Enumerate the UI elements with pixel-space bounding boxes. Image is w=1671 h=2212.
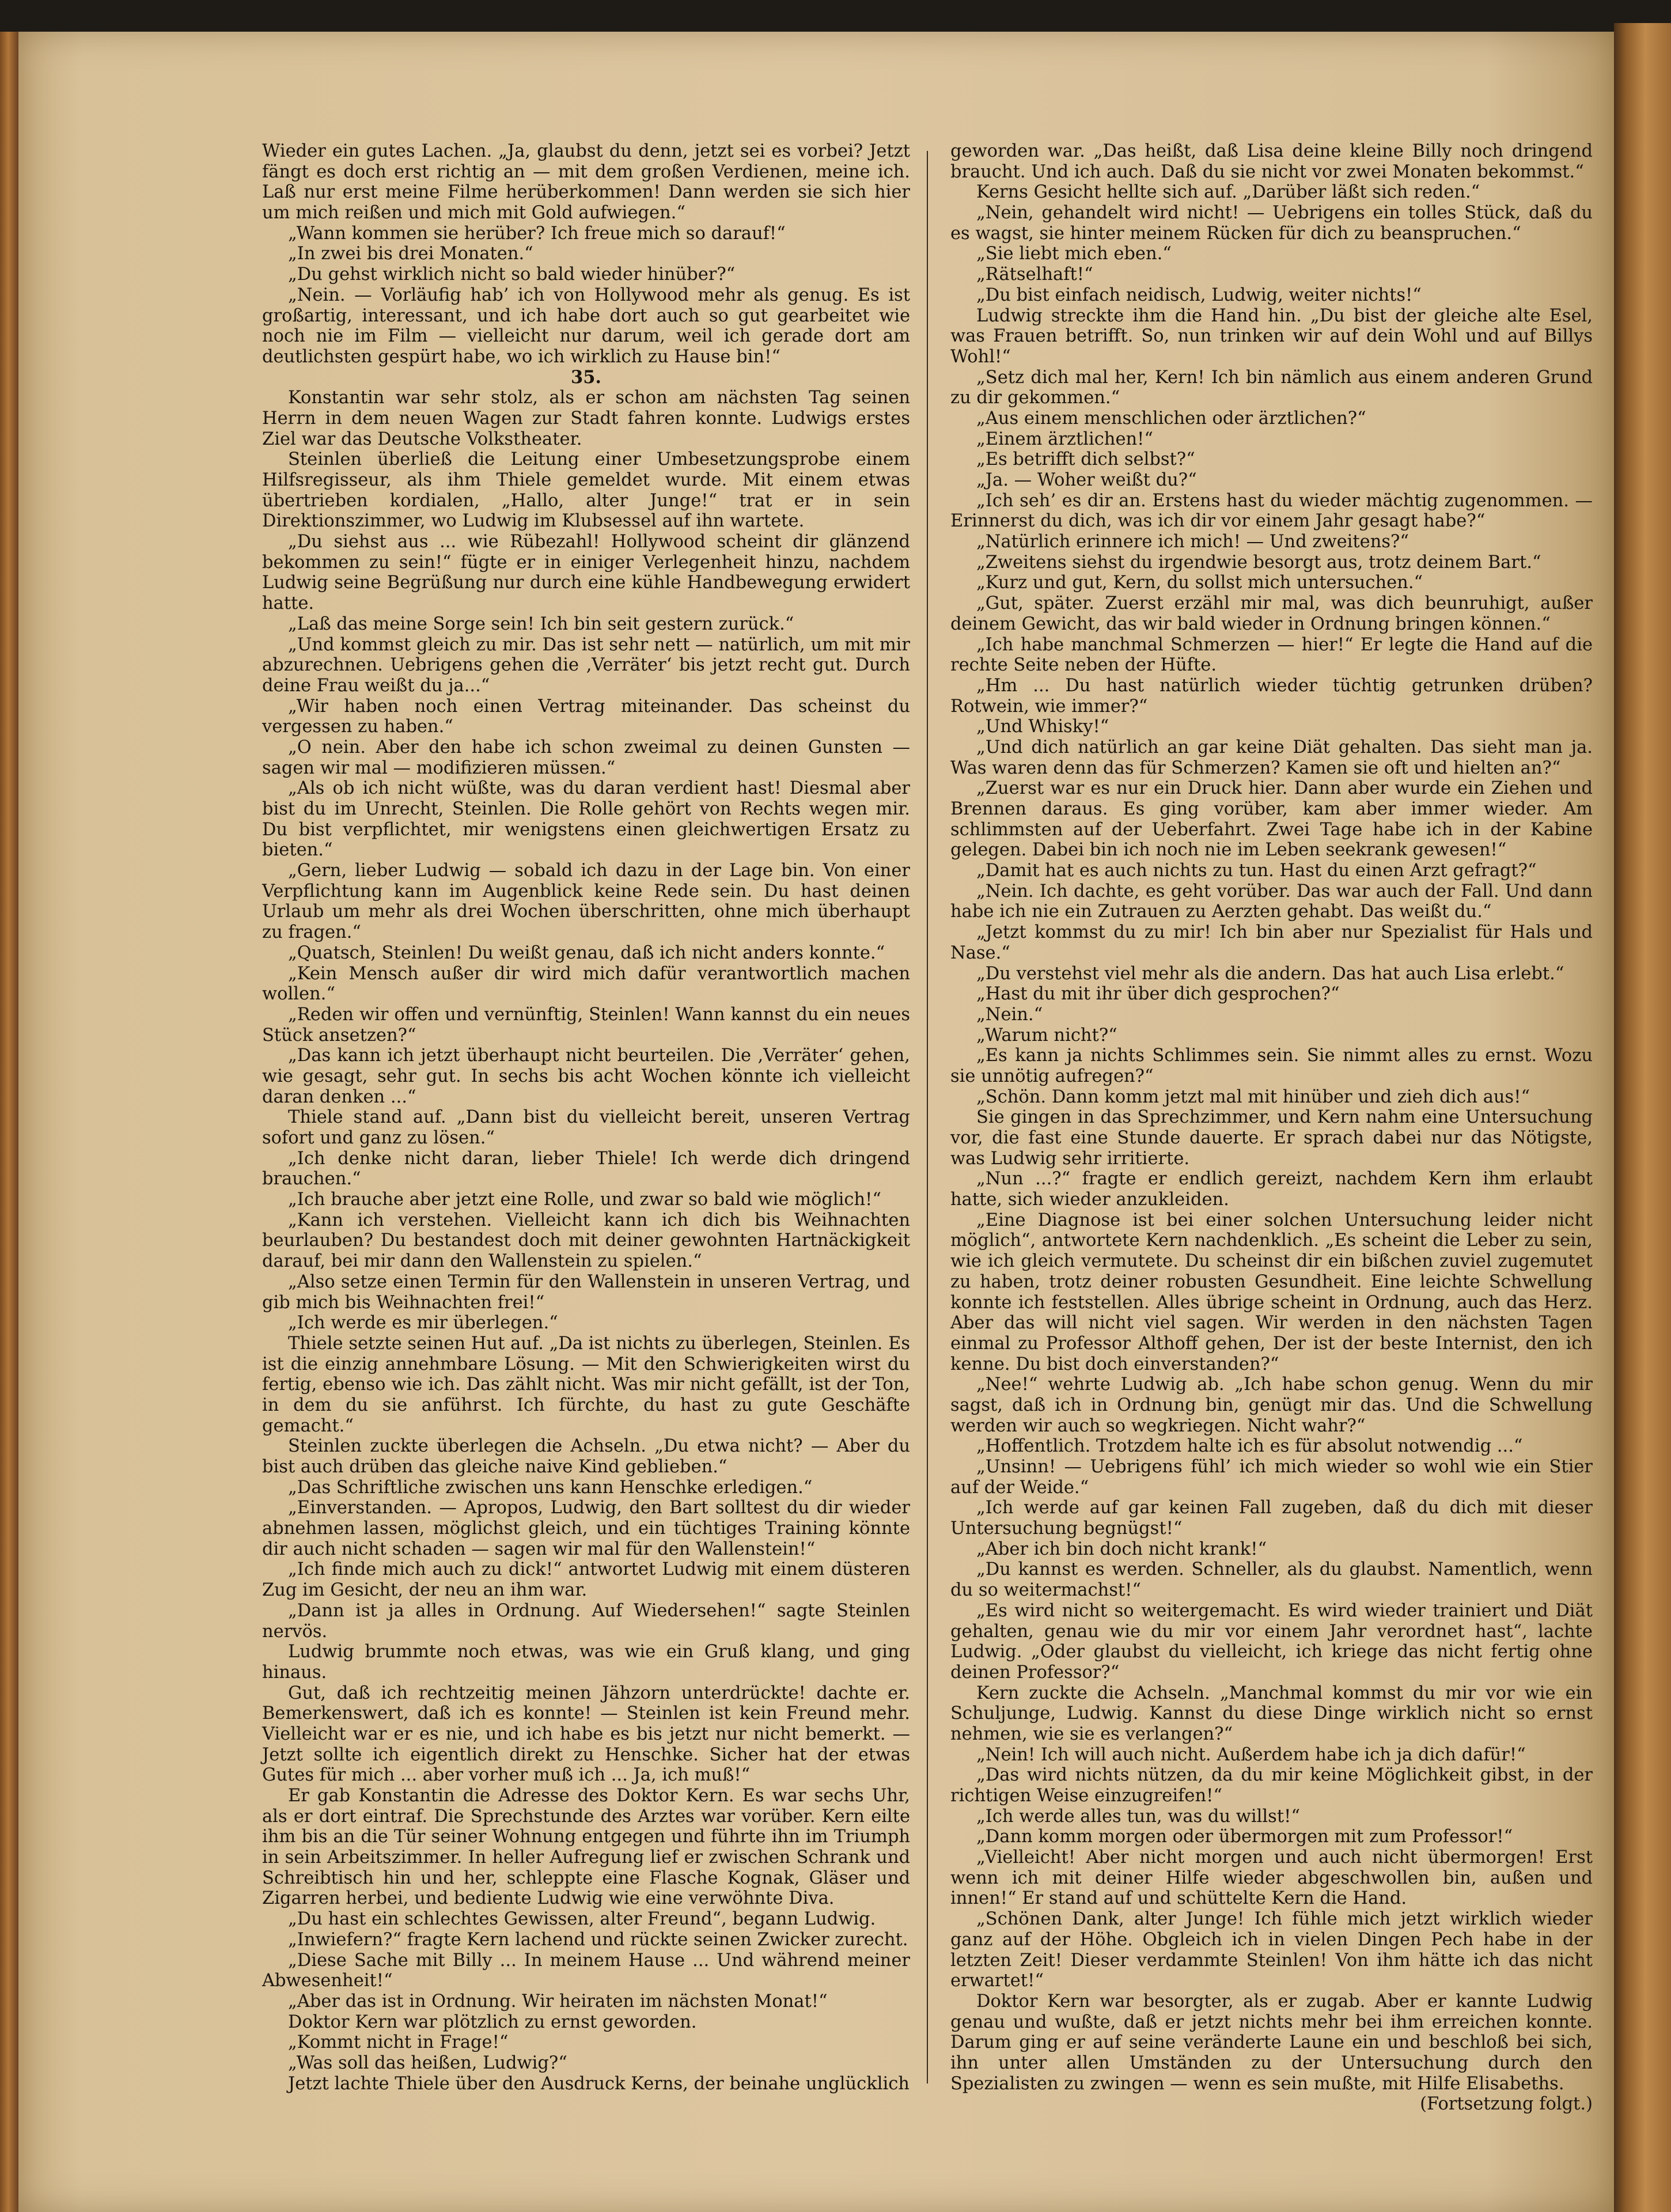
paragraph: „Das wird nichts nützen, da du mir keine Möglichkeit gibst, in der richtigen Weise einzugreifen!“ <box>950 1765 1593 1806</box>
paragraph: „Diese Sache mit Billy ... In meinem Hause ... Und während meiner Abwesenheit!“ <box>262 1950 910 1991</box>
paragraph: Wieder ein gutes Lachen. „Ja, glaubst du denn, jetzt sei es vorbei? Jetzt fängt es doch erst richtig an — mit dem großen Verdienen, meine ich. Laß nur erst meine Filme herüberkommen! Dann werden sie sich hier um mich reißen und mich mit Gold aufwiegen.“ <box>262 141 910 224</box>
paragraph: „Nein. — Vorläufig hab’ ich von Hollywood mehr als genug. Es ist großartig, interessant, und ich habe dort auch so gut gearbeitet wie noch nie im Film — vielleicht nur darum, weil ich gerade dort am deutlichsten gespürt habe, wo ich wirklich zu Hause bin!“ <box>262 285 910 367</box>
paragraph: „Dann komm morgen oder übermorgen mit zum Professor!“ <box>976 1827 1513 1847</box>
paragraph: „Eine Diagnose ist bei einer solchen Untersuchung leider nicht möglich“, antwortete Kern nachdenklich. „Es scheint die Leber zu sein, wie ich gleich vermutete. Du scheinst dir ein bißchen zuviel zugemutet zu haben, trotz deiner robusten Gesundheit. Eine leichte Schwellung konnte ich feststellen. Alles übrige scheint in Ordnung, auch das Herz. Aber das will nicht viel sagen. Wir werden in den nächsten Tagen einmal zu Professor Althoff gehen, Der ist der beste Internist, den ich kenne. Du bist doch einverstanden?“ <box>950 1210 1593 1374</box>
paragraph: „Zuerst war es nur ein Druck hier. Dann aber wurde ein Ziehen und Brennen daraus. Es ging vorüber, kam aber immer wieder. Am schlimmsten auf der Ueberfahrt. Zwei Tage habe ich in der Kabine gelegen. Dabei bin ich noch nie im Leben seekrank gewesen!“ <box>950 778 1593 861</box>
paragraph: „Wir haben noch einen Vertrag miteinander. Das scheinst du vergessen zu haben.“ <box>262 696 910 737</box>
text-column-right <box>950 141 1593 2115</box>
paragraph: „Ich seh’ es dir an. Erstens hast du wieder mächtig zugenommen. — Erinnerst du dich, was ich dir vor einem Jahr gesagt habe?“ <box>950 490 1593 532</box>
paragraph: „Kein Mensch außer dir wird mich dafür verantwortlich machen wollen.“ <box>262 963 910 1005</box>
paragraph: Doktor Kern war besorgter, als er zugab. Aber er kannte Ludwig genau und wußte, daß er jetzt nichts mehr bei ihm erreichen konnte. Darum ging er auf seine veränderte Laune ein und beschloß bei sich, ihn unter allen Umständen zu der Untersuchung durch den Spezialisten zu zwingen — wenn es sein mußte, mit Hilfe Elisabeths. <box>950 1991 1593 2094</box>
paragraph: „Laß das meine Sorge sein! Ich bin seit gestern zurück.“ <box>288 613 794 634</box>
text-column-left <box>262 141 910 2094</box>
paragraph: Thiele stand auf. „Dann bist du vielleicht bereit, unseren Vertrag sofort und ganz zu lösen.“ <box>262 1107 910 1148</box>
paragraph: „Das kann ich jetzt überhaupt nicht beurteilen. Die ‚Verräter‘ gehen, wie gesagt, sehr gut. In sechs bis acht Wochen könnte ich vielleicht daran denken ...“ <box>262 1046 910 1107</box>
paragraph: „Ich finde mich auch zu dick!“ antwortet Ludwig mit einem düsteren Zug im Gesicht, der neu an ihm war. <box>262 1559 910 1601</box>
paragraph: Steinlen zuckte überlegen die Achseln. „Du etwa nicht? — Aber du bist auch drüben das gleiche naive Kind geblieben.“ <box>262 1436 910 1477</box>
paragraph: „Du kannst es werden. Schneller, als du glaubst. Namentlich, wenn du so weitermachst!“ <box>950 1559 1593 1601</box>
paragraph: „Gut, später. Zuerst erzähl mir mal, was dich beunruhigt, außer deinem Gewicht, das wir bald wieder in Ordnung bringen können.“ <box>950 593 1593 634</box>
paragraph: Jetzt lachte Thiele über den Ausdruck Kerns, der beinahe unglücklich <box>288 2073 910 2094</box>
adjacent-page-edge <box>1614 23 1671 2212</box>
paragraph: „Wann kommen sie herüber? Ich freue mich so darauf!“ <box>288 223 786 244</box>
paragraph: „Kurz und gut, Kern, du sollst mich untersuchen.“ <box>976 573 1423 593</box>
paragraph: „Ich werde es mir überlegen.“ <box>288 1313 558 1334</box>
paragraph: „Inwiefern?“ fragte Kern lachend und rückte seinen Zwicker zurecht. <box>288 1929 908 1950</box>
paragraph: „Und dich natürlich an gar keine Diät gehalten. Das sieht man ja. Was waren denn das für Schmerzen? Kamen sie oft und hielten an?“ <box>950 737 1593 778</box>
paragraph: „Nun ...?“ fragte er endlich gereizt, nachdem Kern ihm erlaubt hatte, sich wieder anzukleiden. <box>950 1169 1593 1210</box>
paragraph: „Vielleicht! Aber nicht morgen und auch nicht übermorgen! Erst wenn ich mit deiner Hilfe wieder abgeschwollen bin, außen und innen!“ Er stand auf und schüttelte Kern die Hand. <box>950 1847 1593 1909</box>
paragraph: „Natürlich erinnere ich mich! — Und zweitens?“ <box>976 532 1409 552</box>
paragraph: „Du verstehst viel mehr als die andern. Das hat auch Lisa erlebt.“ <box>976 963 1564 984</box>
paragraph: „Kann ich verstehen. Vielleicht kann ich dich bis Weihnachten beurlauben? Du bestandest doch mit deiner gewohnten Hartnäckigkeit darauf, bei mir dann den Wallenstein zu spielen.“ <box>262 1210 910 1272</box>
paragraph: Kern zuckte die Achseln. „Manchmal kommst du mir vor wie ein Schuljunge, Ludwig. Kannst du diese Dinge wirklich nicht so ernst nehmen, wie sie es verlangen?“ <box>950 1683 1593 1744</box>
paragraph: „Setz dich mal her, Kern! Ich bin nämlich aus einem anderen Grund zu dir gekommen.“ <box>950 367 1593 408</box>
paragraph: „Ja. — Woher weißt du?“ <box>976 470 1197 490</box>
paragraph: Steinlen überließ die Leitung einer Umbesetzungsprobe einem Hilfsregisseur, als ihm Thiele gemeldet wurde. Mit einem etwas übertrieben kordialen, „Hallo, alter Junge!“ trat er in sein Direktionszimmer, wo Ludwig im Klubsessel auf ihn wartete. <box>262 449 910 532</box>
paragraph: „Hast du mit ihr über dich gesprochen?“ <box>976 984 1340 1005</box>
continuation-note: (Fortsetzung folgt.) <box>1420 2094 1593 2115</box>
paragraph: „Du gehst wirklich nicht so bald wieder hinüber?“ <box>288 264 736 285</box>
paragraph: „Nein! Ich will auch nicht. Außerdem habe ich ja dich dafür!“ <box>976 1744 1526 1765</box>
paragraph: „Dann ist ja alles in Ordnung. Auf Wiedersehen!“ sagte Steinlen nervös. <box>262 1600 910 1642</box>
paragraph: Ludwig streckte ihm die Hand hin. „Du bist der gleiche alte Esel, was Frauen betrifft. So, nun trinken wir auf dein Wohl und auf Billys Wohl!“ <box>950 305 1593 367</box>
paragraph: „In zwei bis drei Monaten.“ <box>288 244 533 264</box>
paragraph: „Ich brauche aber jetzt eine Rolle, und zwar so bald wie möglich!“ <box>288 1190 881 1210</box>
paragraph: „Ich werde auf gar keinen Fall zugeben, daß du dich mit dieser Untersuchung begnügst!“ <box>950 1498 1593 1539</box>
paragraph: „Warum nicht?“ <box>976 1025 1117 1046</box>
paragraph: „Aber das ist in Ordnung. Wir heiraten im nächsten Monat!“ <box>288 1991 828 2012</box>
paragraph: „Jetzt kommst du zu mir! Ich bin aber nur Spezialist für Hals und Nase.“ <box>950 922 1593 963</box>
paragraph: „Rätselhaft!“ <box>976 264 1093 285</box>
paragraph: „Quatsch, Steinlen! Du weißt genau, daß ich nicht anders konnte.“ <box>288 942 885 963</box>
chapter-number: 35. <box>570 366 602 388</box>
paragraph: „Du bist einfach neidisch, Ludwig, weiter nichts!“ <box>976 285 1422 305</box>
paragraph: „Schönen Dank, alter Junge! Ich fühle mich jetzt wirklich wieder ganz auf der Höhe. Obgleich ich in vielen Dingen Pech habe in der letzten Zeit! Dieser verdammte Steinlen! Von ihm hätte ich das nicht erwartet!“ <box>950 1909 1593 1991</box>
paragraph: Konstantin war sehr stolz, als er schon am nächsten Tag seinen Herrn in dem neuen Wagen zur Stadt fahren konnte. Ludwigs erstes Ziel war das Deutsche Volkstheater. <box>262 388 910 449</box>
paragraph: „Sie liebt mich eben.“ <box>976 244 1172 264</box>
paragraph: Er gab Konstantin die Adresse des Doktor Kern. Es war sechs Uhr, als er dort eintraf. Die Sprechstunde des Arztes war vorüber. Kern eilte ihm bis an die Tür seiner Wohnung entgegen und führte ihn im Triumph in sein Arbeitszimmer. In heller Aufregung lief er zwischen Schrank und Schreibtisch hin und her, schleppte eine Flasche Kognak, Gläser und Zigarren herbei, und bediente Ludwig wie eine verwöhnte Diva. <box>262 1786 910 1909</box>
paragraph: „Einem ärztlichen!“ <box>976 429 1153 449</box>
paragraph: „Einverstanden. — Apropos, Ludwig, den Bart solltest du dir wieder abnehmen lassen, möglichst gleich, und ein tüchtiges Training könnte dir auch nicht schaden — sagen wir mal für den Wallenstein!“ <box>262 1498 910 1559</box>
paragraph: „Aus einem menschlichen oder ärztlichen?“ <box>976 408 1366 429</box>
paragraph: „Es betrifft dich selbst?“ <box>976 449 1195 470</box>
paragraph: „Hoffentlich. Trotzdem halte ich es für absolut notwendig ...“ <box>976 1436 1523 1457</box>
paragraph: „Und Whisky!“ <box>976 717 1109 737</box>
book-binding-left <box>0 32 18 2212</box>
paragraph: „Ich denke nicht daran, lieber Thiele! Ich werde dich dringend brauchen.“ <box>262 1148 910 1190</box>
paragraph: Gut, daß ich rechtzeitig meinen Jähzorn unterdrückte! dachte er. Bemerkenswert, daß ich es konnte! — Steinlen ist kein Freund mehr. Vielleicht war er es nie, und ich habe es bis jetzt nur nicht bemerkt. — Jetzt sollte ich eigentlich direkt zu Henschke. Sicher hat der etwas Gutes für mich ... aber vorher muß ich ... Ja, ich muß!“ <box>262 1683 910 1786</box>
paragraph: Thiele setzte seinen Hut auf. „Da ist nichts zu überlegen, Steinlen. Es ist die einzig annehmbare Lösung. — Mit den Schwierigkeiten wirst du fertig, ebenso wie ich. Das zählt nicht. Was mir nicht gefällt, ist der Ton, in dem du sie anführst. Ich fürchte, du hast zu gute Geschäfte gemacht.“ <box>262 1333 910 1436</box>
paragraph: „O nein. Aber den habe ich schon zweimal zu deinen Gunsten — sagen wir mal — modifizieren müssen.“ <box>262 737 910 778</box>
paragraph: „Nein, gehandelt wird nicht! — Uebrigens ein tolles Stück, daß du es wagst, sie hinter meinem Rücken für dich zu beanspruchen.“ <box>950 203 1593 244</box>
paragraph: „Aber ich bin doch nicht krank!“ <box>976 1539 1267 1559</box>
paragraph: „Nein.“ <box>976 1004 1043 1025</box>
paragraph: „Was soll das heißen, Ludwig?“ <box>288 2052 567 2073</box>
paragraph: „Hm ... Du hast natürlich wieder tüchtig getrunken drüben? Rotwein, wie immer?“ <box>950 675 1593 717</box>
paragraph: Sie gingen in das Sprechzimmer, und Kern nahm eine Untersuchung vor, die fast eine Stunde dauerte. Er sprach dabei nur das Nötigste, was Ludwig sehr irritierte. <box>950 1107 1593 1169</box>
paragraph: „Schön. Dann komm jetzt mal mit hinüber und zieh dich aus!“ <box>976 1086 1530 1107</box>
paragraph: „Kommt nicht in Frage!“ <box>288 2032 509 2053</box>
paragraph: „Du siehst aus ... wie Rübezahl! Hollywood scheint dir glänzend bekommen zu sein!“ fügte er in einiger Verlegenheit hinzu, nachdem Ludwig seine Begrüßung nur durch eine kühle Handbewegung erwidert hatte. <box>262 532 910 614</box>
paragraph: „Das Schriftliche zwischen uns kann Henschke erledigen.“ <box>288 1477 813 1498</box>
column-rule <box>927 151 928 2084</box>
paragraph: „Du hast ein schlechtes Gewissen, alter Freund“, begann Ludwig. <box>288 1909 876 1930</box>
paragraph: „Unsinn! — Uebrigens fühl’ ich mich wieder so wohl wie ein Stier auf der Weide.“ <box>950 1457 1593 1498</box>
paragraph: „Nee!“ wehrte Ludwig ab. „Ich habe schon genug. Wenn du mir sagst, daß ich in Ordnung bin, genügt mir das. Und die Schwellung werden wir auch so wegkriegen. Nicht wahr?“ <box>950 1374 1593 1436</box>
paragraph: Doktor Kern war plötzlich zu ernst geworden. <box>288 2012 697 2032</box>
paragraph: „Und kommst gleich zu mir. Das ist sehr nett — natürlich, um mit mir abzurechnen. Uebrigens gehen die ‚Verräter‘ bis jetzt recht gut. Durch deine Frau weißt du ja...“ <box>262 634 910 696</box>
paragraph: „Gern, lieber Ludwig — sobald ich dazu in der Lage bin. Von einer Verpflichtung kann im Augenblick keine Rede sein. Du hast deinen Urlaub um mehr als drei Wochen überschritten, ohne mich überhaupt zu fragen.“ <box>262 861 910 943</box>
paragraph: „Als ob ich nicht wüßte, was du daran verdient hast! Diesmal aber bist du im Unrecht, Steinlen. Die Rolle gehört von Rechts wegen mir. Du bist verpflichtet, mir wenigstens einen gleichwertigen Ersatz zu bieten.“ <box>262 778 910 861</box>
paragraph: „Ich werde alles tun, was du willst!“ <box>976 1806 1300 1827</box>
paragraph: „Zweitens siehst du irgendwie besorgt aus, trotz deinem Bart.“ <box>976 552 1541 573</box>
paragraph: geworden war. „Das heißt, daß Lisa deine kleine Billy noch dringend braucht. Und ich auch. Daß du sie nicht vor zwei Monaten bekommst.“ <box>950 141 1593 182</box>
paragraph: „Damit hat es auch nichts zu tun. Hast du einen Arzt gefragt?“ <box>976 861 1537 881</box>
paragraph: „Nein. Ich dachte, es geht vorüber. Das war auch der Fall. Und dann habe ich nie ein Zutrauen zu Aerzten gehabt. Das weißt du.“ <box>950 881 1593 922</box>
paragraph: „Es wird nicht so weitergemacht. Es wird wieder trainiert und Diät gehalten, genau wie du mir vor einem Jahr verordnet hast“, lachte Ludwig. „Oder glaubst du vielleicht, ich kriege das nicht fertig ohne deinen Professor?“ <box>950 1600 1593 1683</box>
paragraph: „Reden wir offen und vernünftig, Steinlen! Wann kannst du ein neues Stück ansetzen?“ <box>262 1004 910 1046</box>
paragraph: „Also setze einen Termin für den Wallenstein in unseren Vertrag, und gib mich bis Weihnachten frei!“ <box>262 1271 910 1313</box>
paragraph: Ludwig brummte noch etwas, was wie ein Gruß klang, und ging hinaus. <box>262 1642 910 1683</box>
paragraph: Kerns Gesicht hellte sich auf. „Darüber läßt sich reden.“ <box>976 182 1480 203</box>
paragraph: „Ich habe manchmal Schmerzen — hier!“ Er legte die Hand auf die rechte Seite neben der Hüfte. <box>950 634 1593 676</box>
paragraph: „Es kann ja nichts Schlimmes sein. Sie nimmt alles zu ernst. Wozu sie unnötig aufregen?“ <box>950 1046 1593 1086</box>
